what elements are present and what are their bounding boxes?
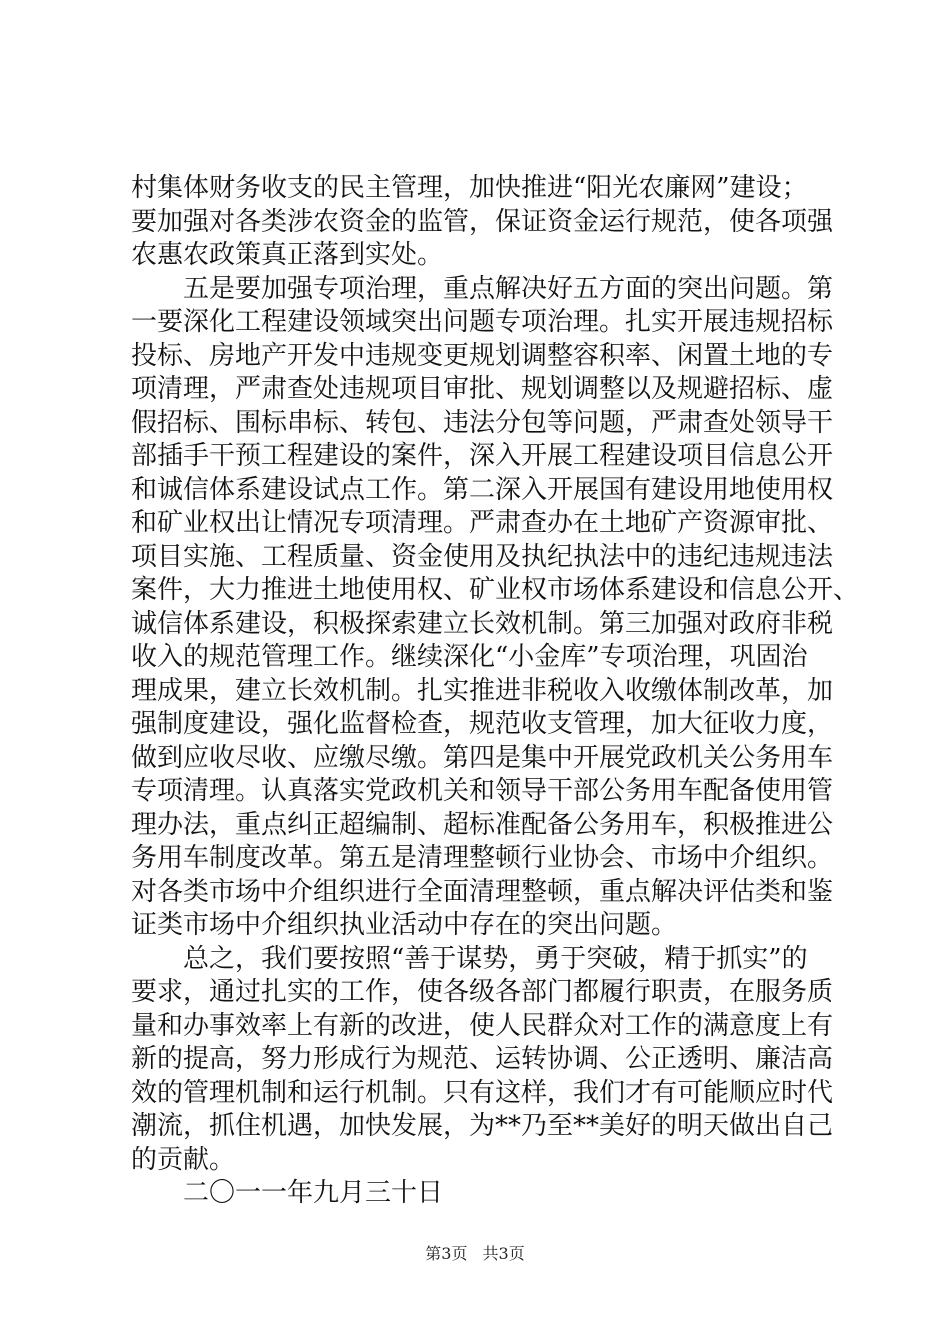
text-line: 专项清理。认真落实党政机关和领导干部公务用车配备使用管 (131, 776, 834, 806)
text-line: 投标、房地产开发中违规变更规划调整容积率、闲置土地的专 (131, 340, 834, 371)
text-line: 和诚信体系建设试点工作。第二深入开展国有建设用地使用权 (131, 474, 834, 505)
text-line: 项清理，严肃查处违规项目审批、规划调整以及规避招标、虚 (131, 374, 834, 404)
text-line: 务用车制度改革。第五是清理整顿行业协会、市场中介组织。 (131, 843, 834, 873)
text-line: 理办法，重点纠正超编制、超标准配备公务用车，积极推进公 (131, 809, 834, 840)
text-line: 效的管理机制和运行机制。只有这样，我们才有可能顺应时代 (131, 1077, 834, 1108)
document-body (131, 172, 860, 1211)
page-number-total: 共3页 (482, 1244, 525, 1263)
text-line: 要求，通过扎实的工作，使各级各部门都履行职责，在服务质 (131, 977, 834, 1007)
text-line: 强制度建设，强化监督检查，规范收支管理，加大征收力度， (131, 709, 834, 739)
text-line: 二〇一一年九月三十日 (131, 1178, 444, 1208)
text-line: 量和办事效率上有新的改进，使人民群众对工作的满意度上有 (131, 1010, 834, 1041)
text-line: 诚信体系建设，积极探索建立长效机制。第三加强对政府非税 (131, 608, 834, 639)
page-number-current: 第3页 (425, 1244, 468, 1263)
text-line: 理成果，建立长效机制。扎实推进非税收入收缴体制改革，加 (131, 675, 834, 706)
text-line: 和矿业权出让情况专项清理。严肃查办在土地矿产资源审批、 (131, 508, 834, 538)
text-line: 要加强对各类涉农资金的监管，保证资金运行规范，使各项强 (131, 206, 834, 237)
text-line: 的贡献。 (131, 1144, 236, 1175)
text-line: 新的提高，努力形成行为规范、运转协调、公正透明、廉洁高 (131, 1044, 834, 1074)
text-line: 一要深化工程建设领域突出问题专项治理。扎实开展违规招标 (131, 307, 834, 337)
text-line: 收入的规范管理工作。继续深化“小金库”专项治理，巩固治 (131, 642, 808, 672)
text-line: 部插手干预工程建设的案件，深入开展工程建设项目信息公开 (131, 441, 834, 471)
text-line: 对各类市场中介组织进行全面清理整顿，重点解决评估类和鉴 (131, 876, 834, 907)
text-line: 项目实施、工程质量、资金使用及执纪执法中的违纪违规违法 (131, 541, 834, 572)
text-line: 潮流，抓住机遇，加快发展，为**乃至**美好的明天做出自己 (131, 1111, 834, 1141)
page-footer (0, 1244, 950, 1264)
text-line: 案件，大力推进土地使用权、矿业权市场体系建设和信息公开、 (131, 575, 860, 605)
text-line: 证类市场中介组织执业活动中存在的突出问题。 (131, 910, 678, 940)
text-line: 五是要加强专项治理，重点解决好五方面的突出问题。第 (131, 273, 834, 304)
text-line: 总之，我们要按照“善于谋势，勇于突破，精于抓实”的 (131, 943, 808, 974)
text-line: 假招标、围标串标、转包、违法分包等问题，严肃查处领导干 (131, 407, 834, 438)
text-line: 做到应收尽收、应缴尽缴。第四是集中开展党政机关公务用车 (131, 742, 834, 773)
text-line: 村集体财务收支的民主管理，加快推进“阳光农廉网”建设； (131, 173, 808, 203)
text-line: 农惠农政策真正落到实处。 (131, 240, 444, 270)
